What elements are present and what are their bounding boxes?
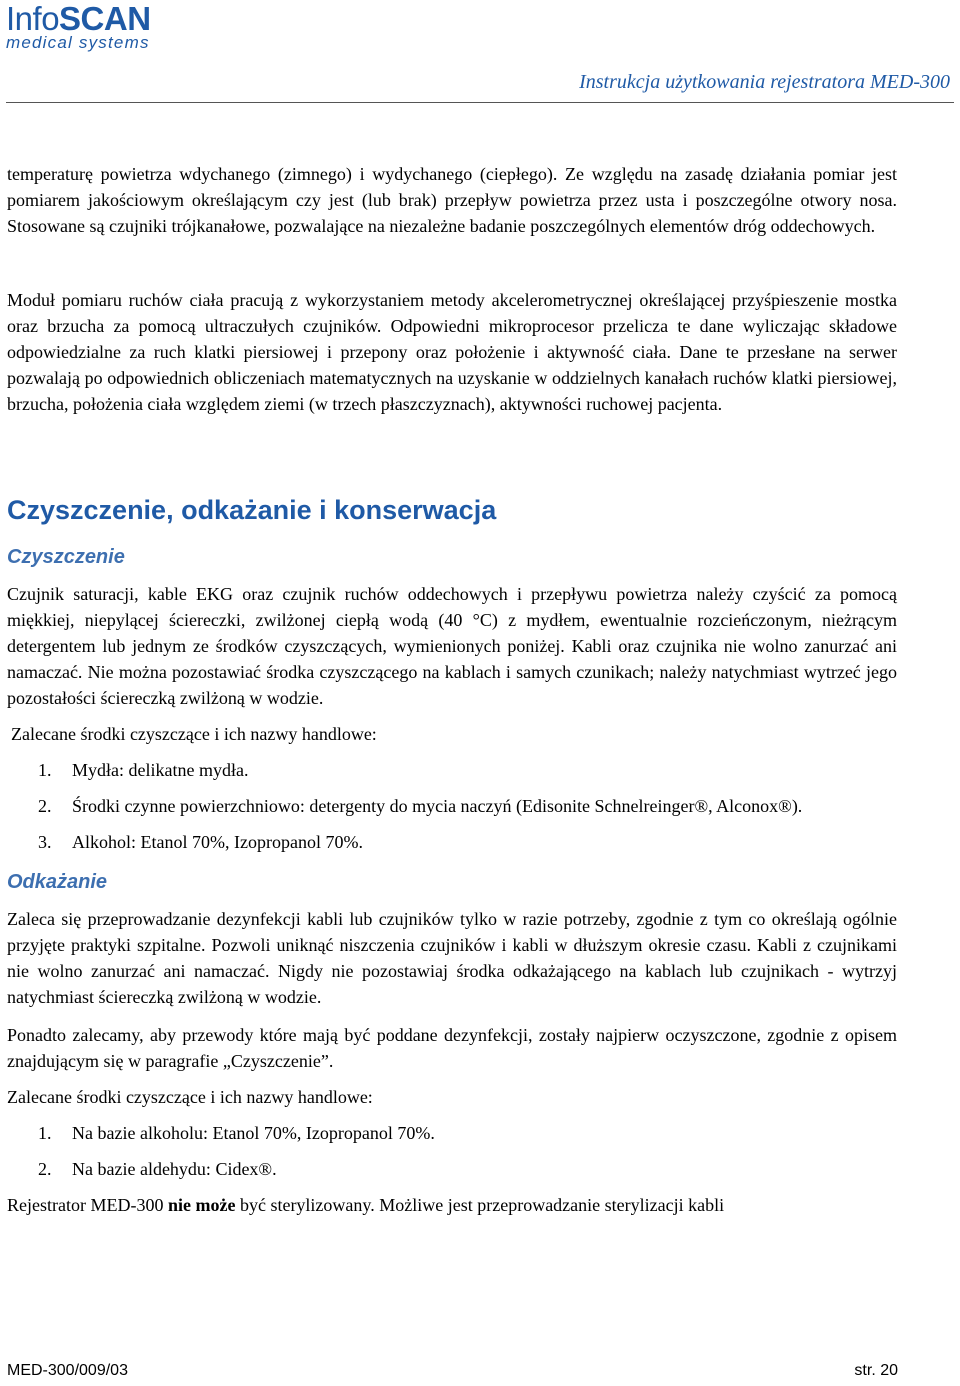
footer-page-number: str. 20: [854, 1362, 898, 1379]
paragraph-sterilization: [7, 1192, 897, 1218]
sterilization-text-bold: nie może: [167, 1195, 236, 1215]
document-header-title: Instrukcja użytkowania rejestratora MED-300: [579, 71, 950, 93]
list-item: [7, 829, 897, 855]
infoscan-logo: [6, 2, 151, 52]
paragraph-airflow: temperaturę powietrza wdychanego (zimnego) i wydychanego (ciepłego). Ze względu na zasadę działania pomiar jest pomiarem jakościowym określającym czy jest (lub brak) przepływ powietrza przez usta i poszczególne otwory nosa. Stosowane są czujniki trójkanałowe, pozwalające na niezależne badanie poszczególnych elementów dróg oddechowych.: [7, 164, 897, 236]
logo-wordmark: [6, 2, 151, 36]
list-item-number: 3.: [38, 832, 52, 852]
page-content: [7, 161, 897, 1218]
sterilization-text-end: być sterylizowany. Możliwe jest przeprowadzanie sterylizacji kabli: [235, 1195, 725, 1215]
paragraph-cleaning: Czujnik saturacji, kable EKG oraz czujnik ruchów oddechowych i przepływu powietrza należy czyścić za pomocą miękkiej, niepylącej ściereczki, zwilżonej ciepłą wodą (40 °C) z mydłem, ewentualnie rozcieńczonym, nieżrącym detergentem lub jednym ze środków czyszczących, wymienionych poniżej. Kabli oraz czujnika nie wolno zanurzać ani namaczać. Nie można pozostawiać środka czyszczącego na kablach i samych czunikach; należy natychmiast wytrzeć jego pozostałości ściereczką zwilżoną w wodzie.: [7, 584, 897, 708]
logo-scan-text: SCAN: [59, 0, 151, 37]
logo-subtitle: medical systems: [6, 33, 150, 52]
list-item-text: Na bazie aldehydu: Cidex®.: [72, 1159, 277, 1179]
subsection-disinfection-heading: Odkażanie: [7, 871, 108, 893]
list-item-number: 2.: [38, 796, 52, 816]
sterilization-text-start: Rejestrator MED-300: [7, 1195, 168, 1215]
list-item-number: 2.: [38, 1159, 52, 1179]
list-item: [7, 793, 897, 819]
list-item-text: Mydła: delikatne mydła.: [72, 760, 249, 780]
subsection-cleaning-heading: Czyszczenie: [7, 546, 125, 568]
cleaning-agents-list: [7, 757, 897, 855]
footer-document-id: MED-300/009/03: [7, 1362, 128, 1379]
list-item-number: 1.: [38, 1123, 52, 1143]
disinfection-list-intro: Zalecane środki czyszczące i ich nazwy handlowe:: [7, 1087, 373, 1107]
list-item: [7, 757, 897, 783]
logo-info-text: Info: [6, 0, 60, 37]
cleaning-list-intro: Zalecane środki czyszczące i ich nazwy handlowe:: [11, 724, 377, 744]
list-item-text: Na bazie alkoholu: Etanol 70%, Izopropanol 70%.: [72, 1123, 435, 1143]
disinfection-agents-list: [7, 1120, 897, 1182]
list-item: [7, 1120, 897, 1146]
paragraph-disinfection-note: Ponadto zalecamy, aby przewody które mają być poddane dezynfekcji, zostały najpierw oczyszczone, zgodnie z opisem znajdującym się w paragrafie „Czyszczenie”.: [7, 1025, 897, 1071]
paragraph-body-movement: Moduł pomiaru ruchów ciała pracują z wykorzystaniem metody akcelerometrycznej określającej przyśpieszenie mostka oraz brzucha za pomocą ultraczułych czujników. Odpowiedni mikroprocesor przelicza te dane wyliczając składowe odpowiedzialne za ruch klatki piersiowej i przepony oraz położenie i aktywność ciała. Dane te przesłane na serwer pozwalają po odpowiednich obliczeniach matematycznych na uzyskanie w oddzielnych kanałach ruchów klatki piersiowej, brzucha, położenia ciała względem ziemi (w trzech płaszczyznach), aktywności ruchowej pacjenta.: [7, 290, 897, 414]
list-item: [7, 1156, 897, 1182]
list-item-number: 1.: [38, 760, 52, 780]
list-item-text: Środki czynne powierzchniowo: detergenty do mycia naczyń (Edisonite Schnelreinger®, Alconox®).: [72, 796, 803, 816]
header-divider: [6, 102, 954, 103]
section-title: Czyszczenie, odkażanie i konserwacja: [7, 495, 497, 525]
list-item-text: Alkohol: Etanol 70%, Izopropanol 70%.: [72, 832, 363, 852]
paragraph-disinfection: Zaleca się przeprowadzanie dezynfekcji kabli lub czujników tylko w razie potrzeby, zgodnie z tym co określają ogólnie przyjęte praktyki szpitalne. Pozwoli uniknąć niszczenia czujników i kabli w dłuższym okresie czasu. Kabli z czujnikami nie wolno zanurzać ani namaczać. Nigdy nie pozostawiaj środka odkażającego na kablach lub czujnikach - wytrzyj natychmiast ściereczką zwilżoną w wodzie.: [7, 909, 897, 1007]
